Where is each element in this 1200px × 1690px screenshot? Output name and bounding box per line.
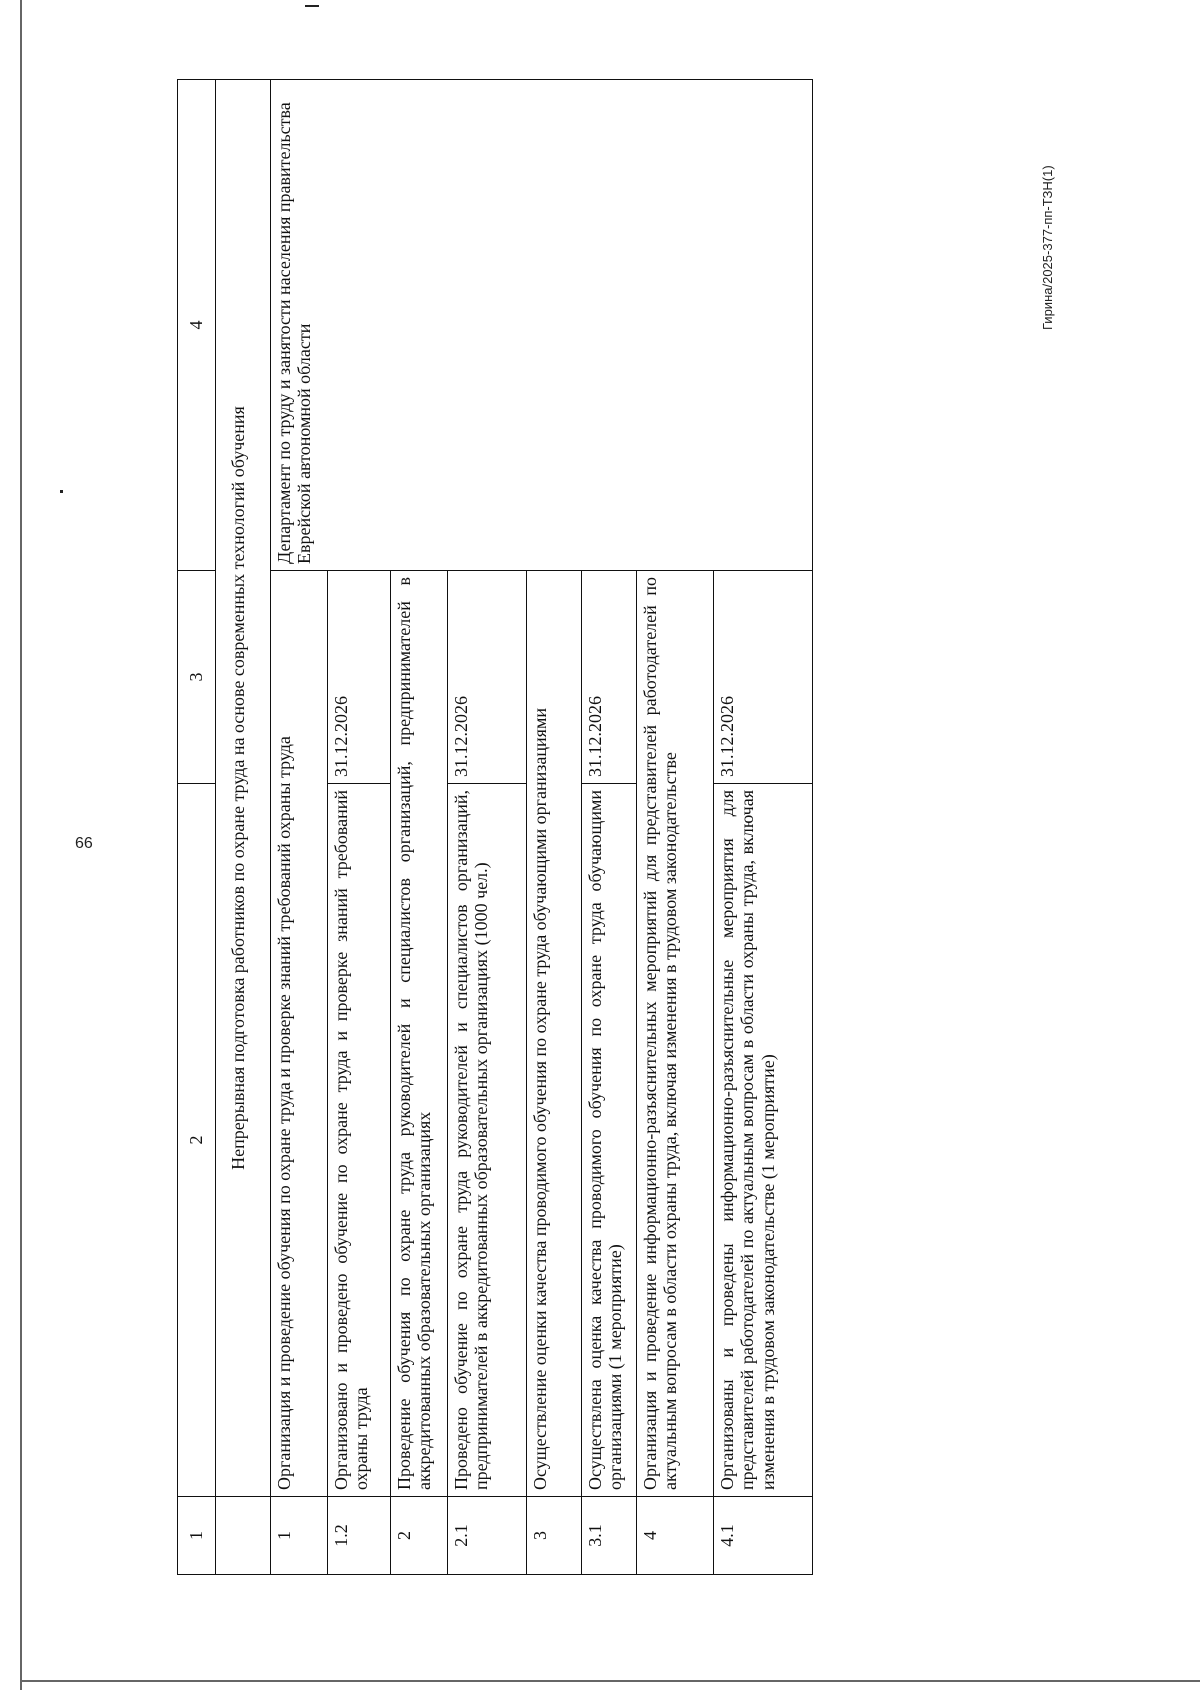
header-cell: 1 [178, 1497, 216, 1575]
row-text: Осуществление оценки качества проводимого обучения по охране труда обучающими организациями [526, 571, 581, 1497]
row-number: 4 [636, 1497, 713, 1575]
row-number: 2.1 [447, 1497, 526, 1575]
row-text: Проведение обучения по охране труда руководителей и специалистов организаций, предпринимателей в аккредитованных образовательных организациях [390, 571, 447, 1497]
measures-table [177, 79, 813, 1575]
row-date: 31.12.2026 [447, 571, 526, 784]
row-number: 2 [390, 1497, 447, 1575]
row-number: 3 [526, 1497, 581, 1575]
section-row [215, 80, 270, 1575]
responsible-department: Департамент по труду и занятости населения правительства Еврейской автономной области [270, 80, 812, 571]
rotated-table-container [177, 80, 1030, 1575]
row-number: 1 [270, 1497, 327, 1575]
scan-bottom-edge [20, 1680, 1200, 1682]
row-text: Осуществлена оценка качества проводимого обучения по охране труда обучающими организациями (1 мероприятие) [581, 784, 636, 1497]
header-cell: 4 [178, 80, 216, 571]
row-number: 1.2 [327, 1497, 390, 1575]
page-number: 66 [75, 835, 93, 852]
row-text: Организовано и проведено обучение по охране труда и проверке знаний требований охраны труда [327, 784, 390, 1497]
row-date: 31.12.2026 [327, 571, 390, 784]
row-text: Организация и проведение информационно-разъяснительных мероприятий для представителей работодателей по актуальным вопросам в области охраны труда, включая изменения в трудовом законодательстве [636, 571, 713, 1497]
scan-mark [305, 5, 319, 7]
header-cell: 3 [178, 571, 216, 784]
scan-mark [60, 490, 63, 493]
row-number: 4.1 [713, 1497, 812, 1575]
row-text: Проведено обучение по охране труда руководителей и специалистов организаций, предпринимателей в аккредитованных образовательных организациях (1000 чел.) [447, 784, 526, 1497]
section-title: Непрерывная подготовка работников по охране труда на основе современных технологий обучения [215, 80, 270, 1497]
row-text: Организованы и проведены информационно-разъяснительные мероприятия для представителей работодателей по актуальным вопросам в области охраны труда, включая изменения в трудовом законодательстве (1 мероприятие) [713, 784, 812, 1497]
empty-cell [215, 1497, 270, 1575]
row-date: 31.12.2026 [713, 571, 812, 784]
header-cell: 2 [178, 784, 216, 1497]
row-number: 3.1 [581, 1497, 636, 1575]
scan-left-edge [20, 0, 22, 1690]
row-date: 31.12.2026 [581, 571, 636, 784]
row-text: Организация и проведение обучения по охране труда и проверке знаний требований охраны труда [270, 571, 327, 1497]
header-row [178, 80, 216, 1575]
table-row [270, 80, 327, 1575]
